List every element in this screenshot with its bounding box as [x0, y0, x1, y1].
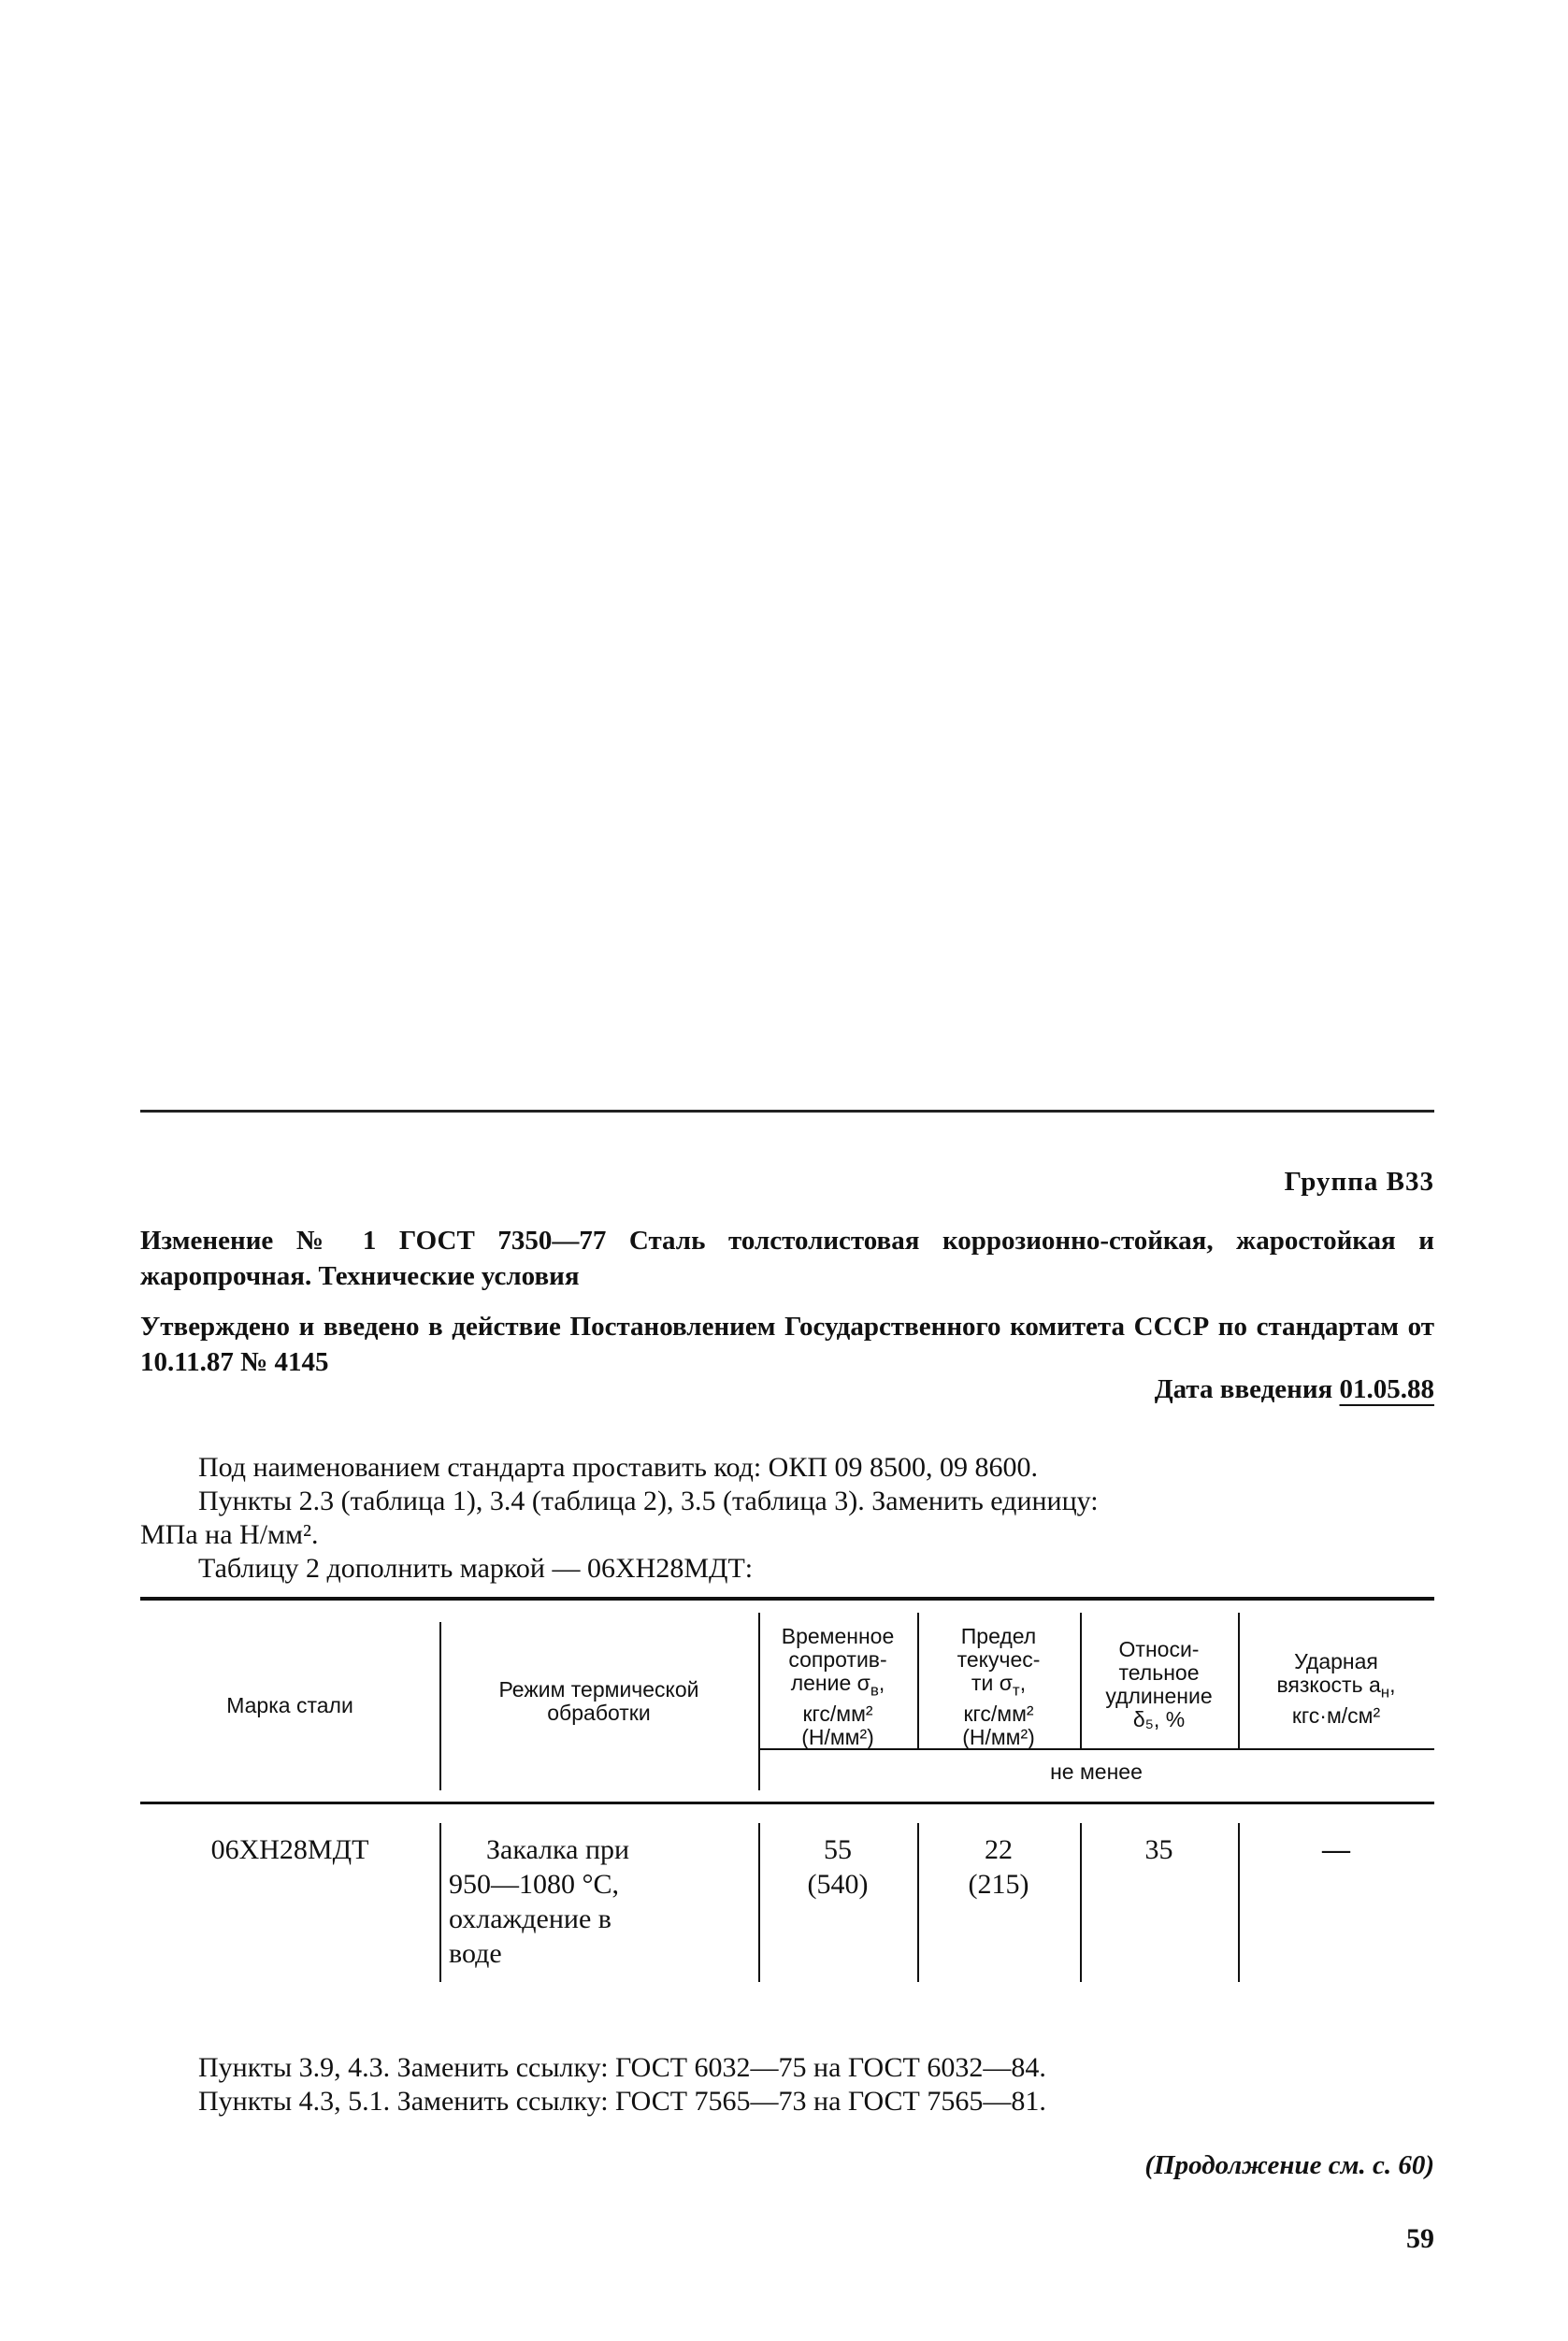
table-header-rule: [140, 1802, 1434, 1804]
header-heat-treatment: Режим термической обработки: [498, 1677, 699, 1725]
body-line: Под наименованием стандарта проставить код: ОКП 09 8500, 09 8600.: [198, 1452, 1039, 1483]
cell-steel-grade: 06ХН28МДТ: [210, 1834, 369, 1865]
cell-impact-strength: —: [1322, 1834, 1350, 1865]
cell-heat-treatment: Закалка при 950—1080 °С, охлаждение в воде: [449, 1834, 630, 1969]
column-divider: [439, 1823, 441, 1982]
top-rule: [140, 1110, 1434, 1113]
date-value: 01.05.88: [1339, 1374, 1434, 1404]
header-tensile-strength: Временное сопротив- ление $\sigma_в$, кгс/мм² (Н/мм²): [781, 1624, 895, 1749]
body-line: Пункты 2.3 (таблица 1), 3.4 (таблица 2), 3.5 (таблица 3). Заменить единицу:: [198, 1486, 1099, 1516]
cell-elongation: 35: [1144, 1834, 1173, 1865]
header-steel-grade: Марка стали: [226, 1693, 353, 1717]
cell-yield-strength: 22 (215): [968, 1834, 1029, 1900]
continuation-note: (Продолжение см. с. 60): [1144, 2150, 1434, 2180]
page-number: 59: [1406, 2223, 1434, 2254]
header-not-less: не менее: [1050, 1759, 1143, 1784]
change-title: Изменение № 1 ГОСТ 7350—77 Сталь толстолистовая коррозионно-стойкая, жаростойкая и жаропрочная. Технические условия: [140, 1226, 1434, 1291]
date-label: Дата введения: [1154, 1374, 1333, 1404]
header-yield-strength: Предел текучес- ти $\sigma_т$, кгс/мм² (Н/мм²): [957, 1624, 1041, 1749]
footer-line: Пункты 3.9, 4.3. Заменить ссылку: ГОСТ 6032—75 на ГОСТ 6032—84.: [198, 2052, 1046, 2083]
header-impact-strength: Ударная вязкость $a_н$, кгс·м/см²: [1276, 1649, 1396, 1728]
introduction-date: [1155, 1374, 1434, 1405]
body-line: МПа на Н/мм².: [140, 1519, 319, 1550]
header-elongation: Относи- тельное удлинение δ₅, %: [1105, 1637, 1213, 1731]
footer-line: Пункты 4.3, 5.1. Заменить ссылку: ГОСТ 7565—73 на ГОСТ 7565—81.: [198, 2086, 1046, 2117]
group-code: Группа В33: [1284, 1167, 1434, 1197]
approval-statement: Утверждено и введено в действие Постановлением Государственного комитета СССР по стандартам от 10.11.87 № 4145: [140, 1312, 1434, 1377]
table-top-rule: [140, 1597, 1434, 1601]
body-line: Таблицу 2 дополнить маркой — 06ХН28МДТ:: [198, 1553, 754, 1584]
footer-paragraphs: [140, 2051, 1434, 2118]
body-paragraphs: [140, 1451, 1434, 1586]
cell-tensile-strength: 55 (540): [807, 1834, 869, 1900]
